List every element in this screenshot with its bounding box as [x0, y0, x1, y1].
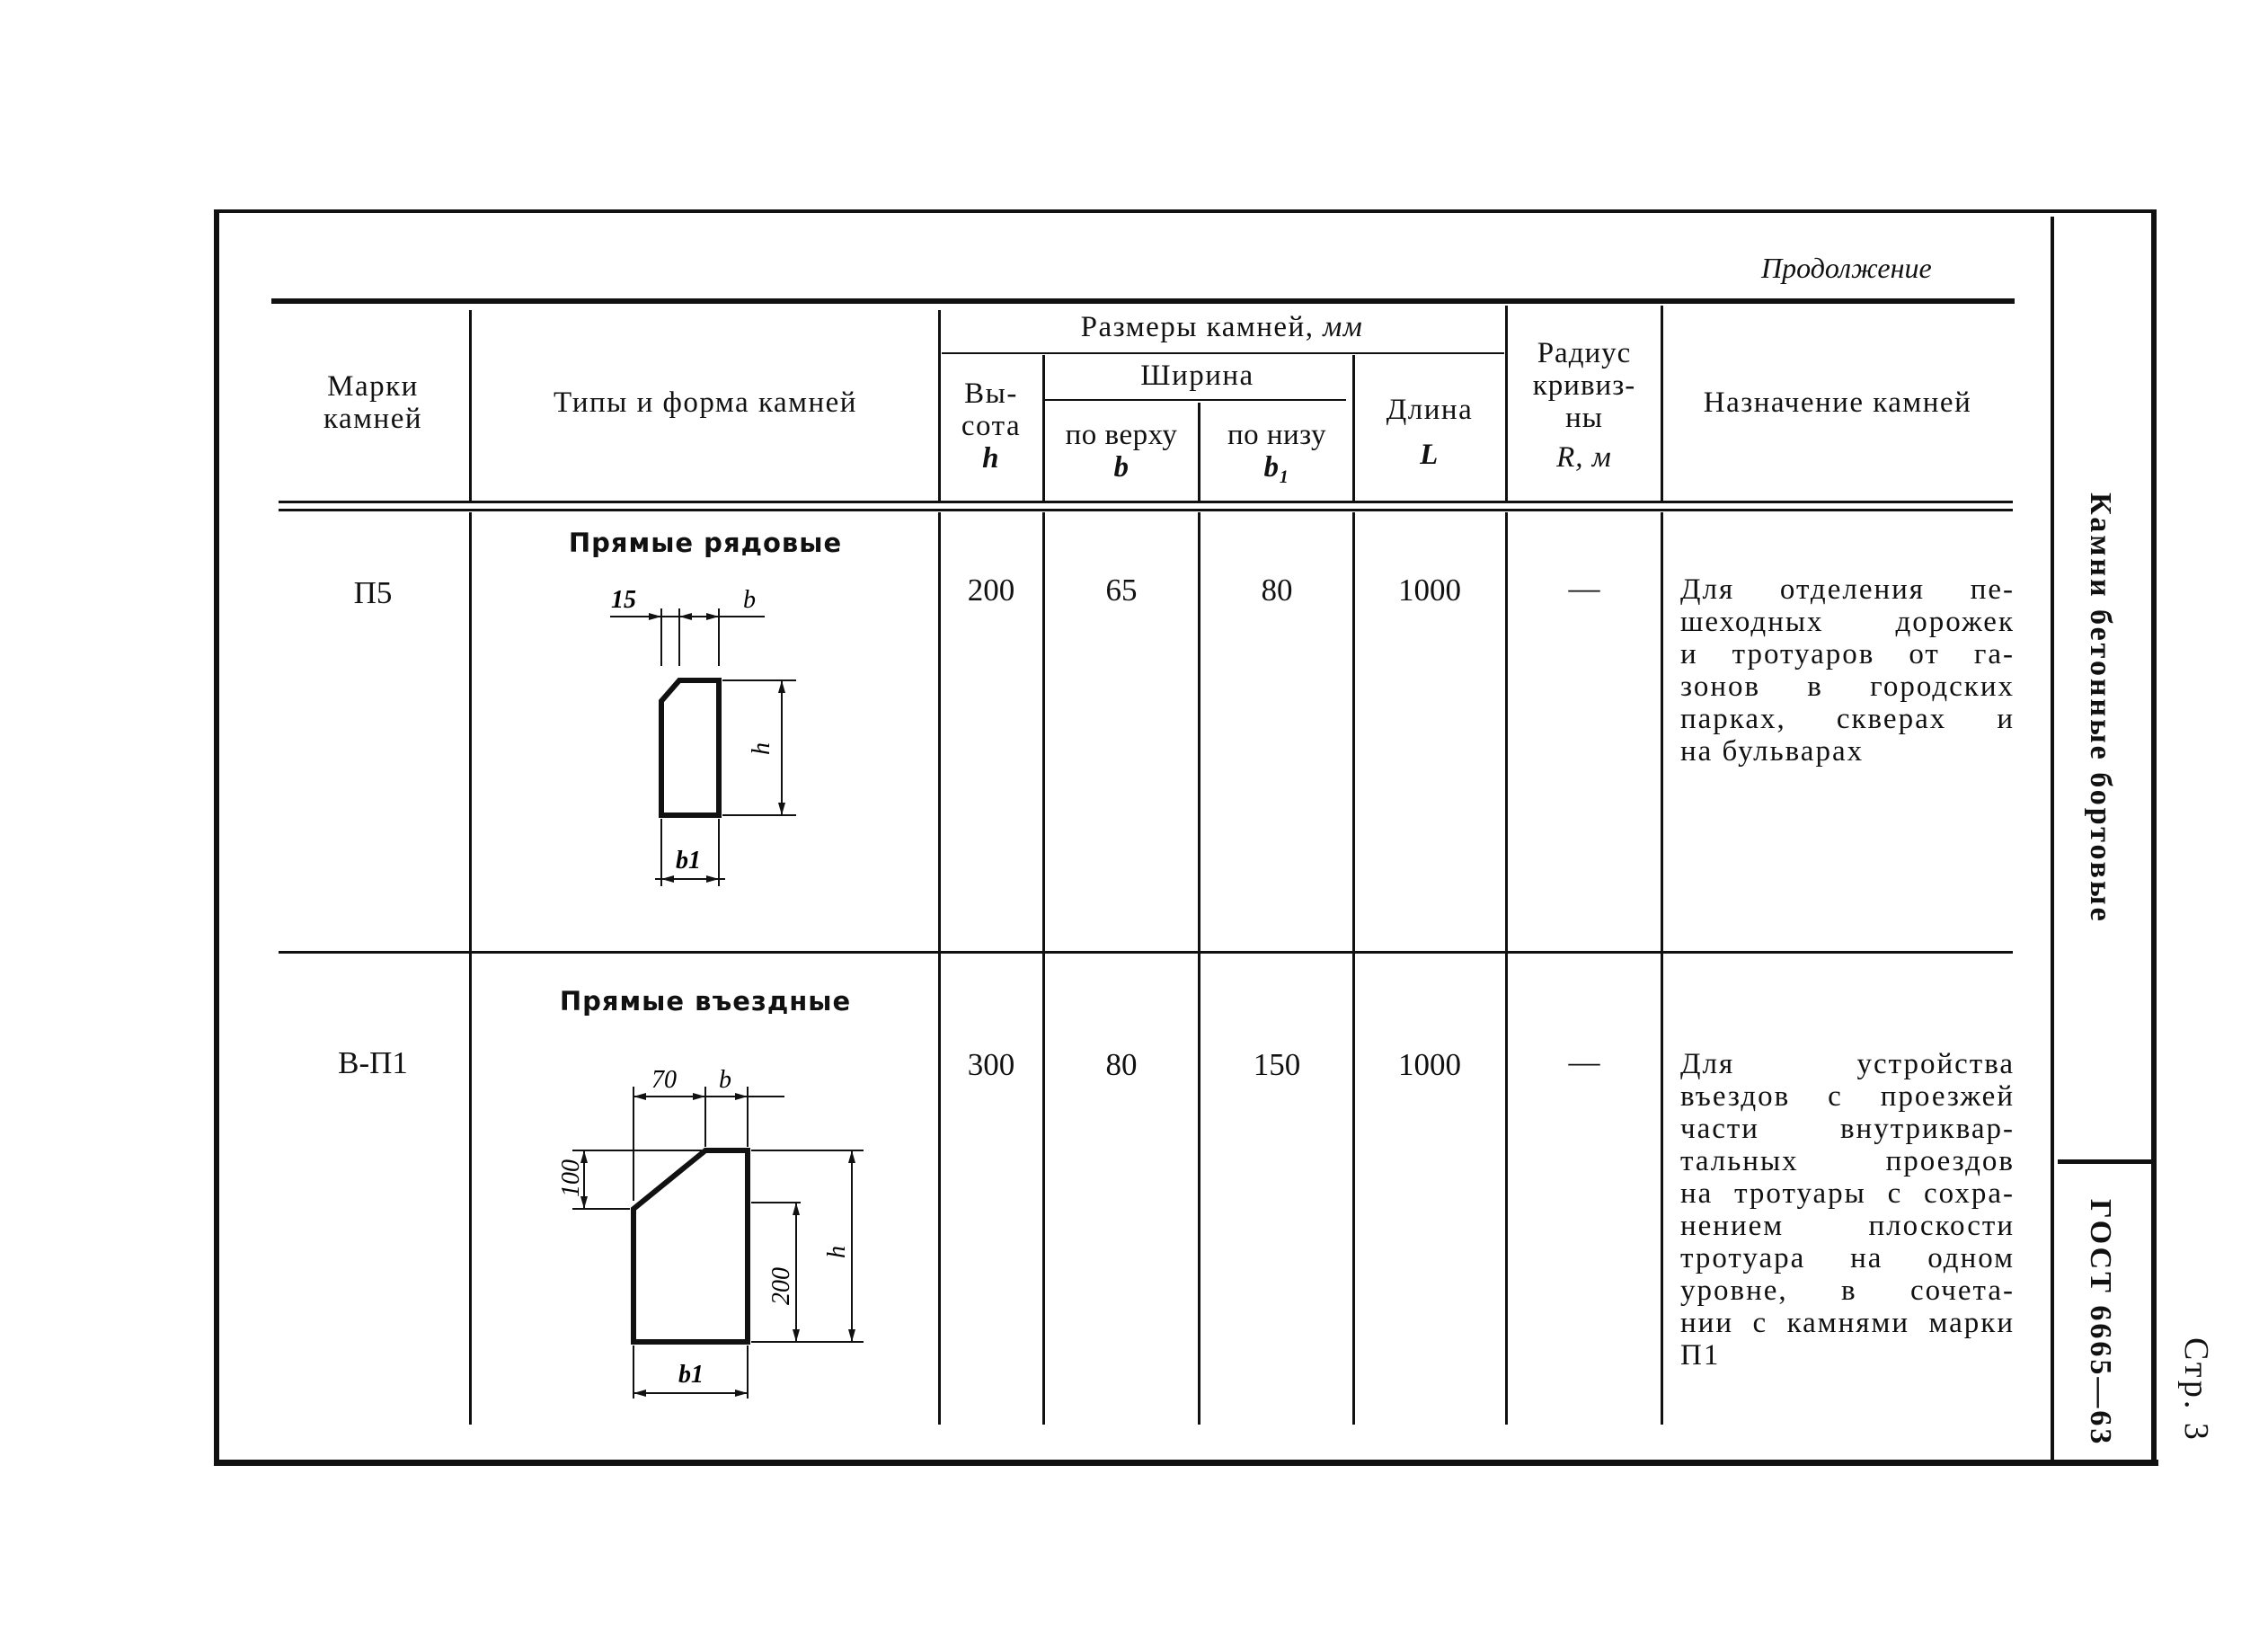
row-separator — [279, 951, 2013, 954]
header-rule-1 — [279, 501, 2013, 503]
row1-dim-bottom: b1 — [676, 847, 701, 875]
row1-mark: П5 — [353, 575, 393, 610]
header-marks-line2: камней — [323, 403, 423, 435]
row1-profile-drawing — [593, 575, 818, 908]
header-top-width-symbol: b — [1113, 451, 1130, 484]
row1-purpose — [1680, 573, 2015, 768]
body-col-line-5 — [1352, 512, 1355, 1425]
row1-bottom: 80 — [1261, 573, 1293, 608]
header-sizes-unit: мм — [1323, 311, 1364, 343]
header-radius-line2: кривиз- — [1532, 369, 1636, 402]
header-marks-line1: Марки — [327, 370, 419, 403]
row1-dim-top-left: 15 — [611, 586, 636, 614]
header-marks — [283, 370, 463, 435]
frame-left-border — [214, 209, 219, 1466]
header-sizes — [944, 311, 1501, 343]
row1-height: 200 — [967, 573, 1015, 608]
header-width: Ширина — [1140, 360, 1254, 392]
row1-purpose-line: и тротуаров от га- — [1680, 638, 2015, 670]
row2-length: 1000 — [1398, 1047, 1461, 1082]
row2-purpose-line: въездов с проезжей — [1680, 1080, 2015, 1113]
row1-dim-top-right: b — [743, 586, 756, 614]
body-col-line-4 — [1198, 512, 1200, 1425]
row2-dim-left: 100 — [557, 1159, 585, 1197]
sizes-underline — [942, 352, 1504, 354]
row1-purpose-line: Для отделения пе- — [1680, 573, 2015, 606]
col-line-6 — [1505, 306, 1508, 503]
row1-purpose-line: парках, скверах и — [1680, 703, 2015, 735]
row2-purpose-line: части внутриквар- — [1680, 1113, 2015, 1145]
row2-profile-outline — [633, 1150, 748, 1342]
row2-dim-top-right: b — [719, 1066, 731, 1094]
body-col-line-2 — [938, 512, 941, 1425]
header-rule-2 — [279, 509, 2013, 511]
row1-top: 65 — [1105, 573, 1138, 608]
header-radius — [1510, 337, 1659, 474]
row1-profile-outline — [661, 680, 719, 815]
header-bottom-width — [1200, 419, 1353, 484]
side-column-separator — [2058, 1159, 2151, 1164]
row2-purpose-line: нением плоскости — [1680, 1210, 2015, 1242]
header-length — [1355, 394, 1504, 471]
header-radius-line3: ны — [1565, 402, 1603, 434]
header-height-line2: сота — [961, 410, 1022, 442]
row1-purpose-line: на бульварах — [1680, 735, 1865, 768]
header-radius-symbol: R, — [1556, 441, 1584, 474]
gost-number: ГОСТ 6665—63 — [2084, 1199, 2117, 1447]
body-col-line-1 — [469, 512, 472, 1425]
row1-type-title: Прямые рядовые — [568, 528, 843, 558]
row2-height: 300 — [967, 1047, 1015, 1082]
row2-dim-inner: 200 — [767, 1267, 795, 1305]
header-purpose: Назначение камней — [1703, 386, 1972, 419]
header-top-width — [1045, 419, 1198, 484]
row2-mark: В-П1 — [338, 1045, 408, 1080]
width-underline — [1044, 399, 1346, 401]
row2-bottom: 150 — [1253, 1047, 1301, 1082]
body-col-line-3 — [1042, 512, 1045, 1425]
continuation-label: Продолжение — [1761, 252, 1932, 284]
row2-purpose-line: на тротуары с сохра- — [1680, 1177, 2015, 1210]
row1-length: 1000 — [1398, 573, 1461, 608]
header-top-width-label: по верху — [1065, 419, 1178, 451]
header-bottom-width-label: по низу — [1227, 419, 1327, 451]
header-radius-unit: м — [1591, 441, 1612, 474]
row2-purpose-line: П1 — [1680, 1339, 1721, 1372]
row2-purpose-line: Для устройства — [1680, 1048, 2015, 1080]
header-radius-symbol-line — [1510, 441, 1659, 474]
row2-dim-height: h — [823, 1246, 851, 1258]
header-length-label: Длина — [1386, 394, 1474, 426]
header-height-line1: Вы- — [964, 377, 1018, 410]
row1-purpose-line: зонов в городских — [1680, 670, 2015, 703]
row2-top: 80 — [1105, 1047, 1138, 1082]
row2-purpose — [1680, 1048, 2015, 1372]
header-radius-line1: Радиус — [1537, 337, 1632, 369]
frame-top-border — [217, 209, 2156, 213]
col-line-1 — [469, 310, 472, 503]
row1-purpose-line: шеходных дорожек — [1680, 606, 2015, 638]
page-number: Стр. 3 — [2177, 1337, 2215, 1443]
header-types: Типы и форма камней — [554, 386, 857, 419]
row2-radius: — — [1568, 1044, 1600, 1079]
col-line-7 — [1661, 306, 1663, 503]
header-sizes-label: Размеры камней, — [1080, 311, 1315, 343]
frame-bottom-border — [214, 1460, 2158, 1466]
row2-dim-bottom: b1 — [678, 1361, 704, 1389]
header-length-symbol: L — [1420, 439, 1440, 471]
side-title: Камни бетонные бортовые — [2084, 493, 2117, 924]
row2-purpose-line: уровне, в сочета- — [1680, 1274, 2015, 1307]
body-col-line-6 — [1505, 512, 1508, 1425]
header-height-symbol: h — [982, 442, 1000, 475]
side-column-divider — [2051, 217, 2054, 1461]
row1-radius: — — [1568, 571, 1600, 606]
frame-right-border — [2151, 209, 2157, 1466]
body-col-line-7 — [1661, 512, 1663, 1425]
row2-profile-drawing — [548, 1043, 881, 1420]
row2-purpose-line: тротуара на одном — [1680, 1242, 2015, 1274]
table-top-rule — [271, 298, 2015, 304]
header-height — [942, 377, 1041, 475]
row2-dim-top-left: 70 — [651, 1066, 677, 1094]
header-bottom-width-symbol: b₁ — [1263, 451, 1290, 484]
row1-dim-height: h — [748, 742, 775, 755]
row2-type-title: Прямые въездные — [559, 986, 852, 1017]
row2-purpose-line: нии с камнями марки — [1680, 1307, 2015, 1339]
row2-purpose-line: тальных проездов — [1680, 1145, 2015, 1177]
col-line-2 — [938, 310, 941, 503]
